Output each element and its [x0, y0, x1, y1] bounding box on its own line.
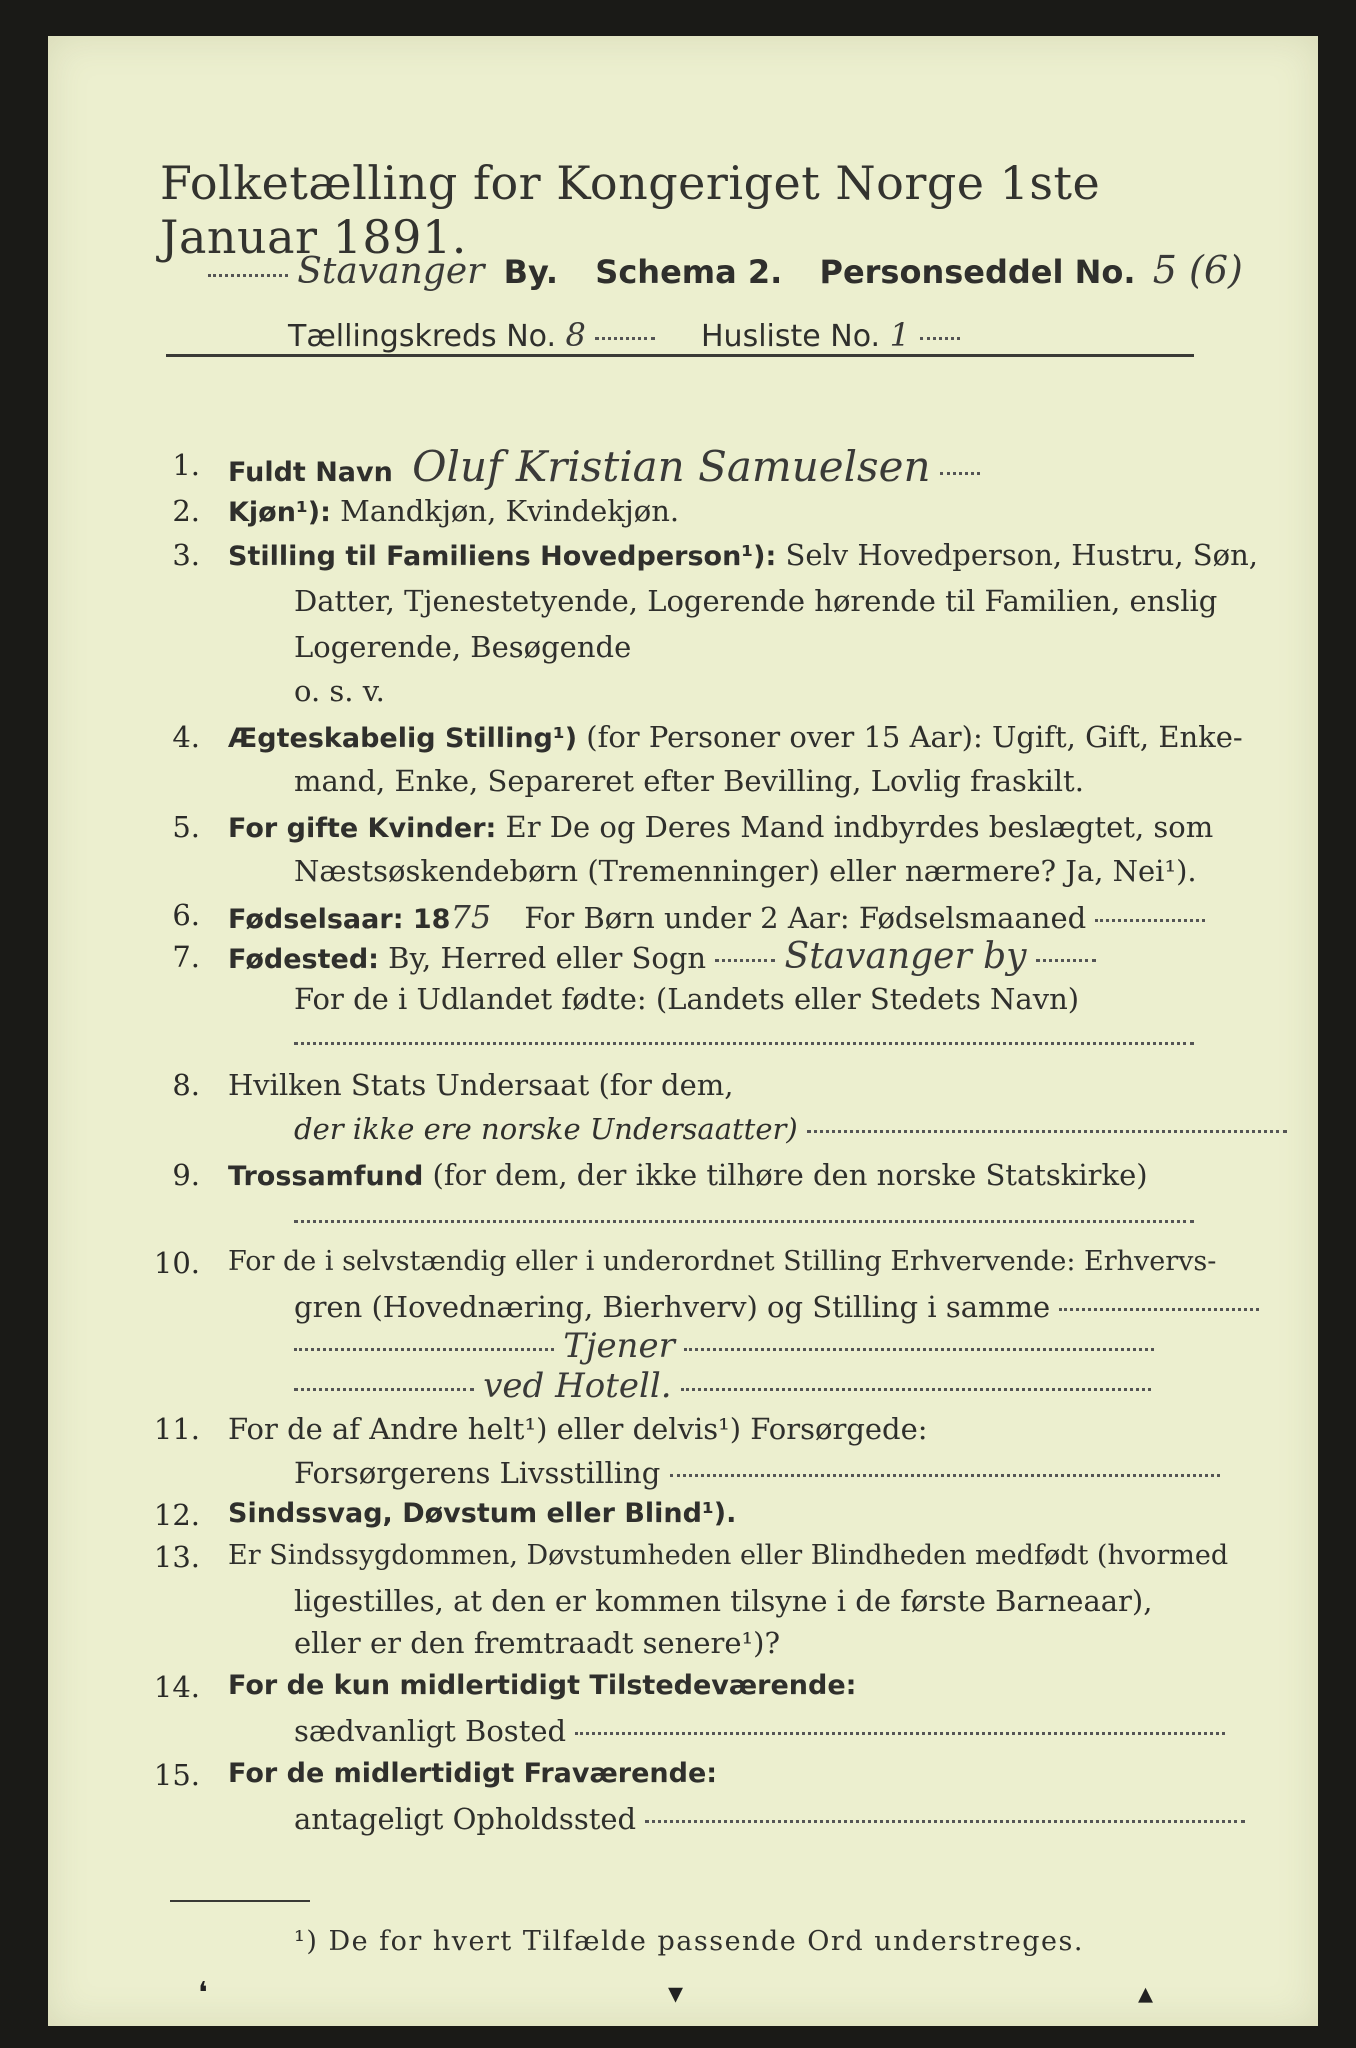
- item-number: 13.: [153, 1540, 200, 1574]
- footnote: ¹) De for hvert Tilfælde passende Ord understreges.: [294, 1926, 1084, 1957]
- item-9-religion: [228, 1158, 1148, 1192]
- item-label: Fuldt Navn: [228, 457, 393, 488]
- item-10-occupation: For de i selvstændig eller i underordnet Stilling Erhvervende: Erhvervs-: [228, 1246, 1217, 1277]
- corner-mark-icon: ❛: [198, 1976, 208, 2011]
- item-number: 6.: [172, 898, 200, 932]
- item-6-birth-year: [228, 898, 1205, 936]
- item-text-cont: mand, Enke, Separeret efter Bevilling, Lovlig fraskilt.: [294, 764, 1084, 798]
- item-15-cont: [294, 1802, 1245, 1836]
- dotted-leader: [670, 1473, 1220, 1477]
- dotted-leader: [294, 1347, 554, 1351]
- item-5-married-women: [228, 810, 1213, 844]
- dotted-leader: [920, 336, 960, 340]
- dotted-leader: [575, 1731, 1225, 1735]
- dotted-leader: [294, 1219, 1194, 1223]
- item-number: 12.: [153, 1498, 200, 1532]
- item-1-full-name: [228, 442, 980, 491]
- item-number: 8.: [172, 1068, 200, 1102]
- dotted-leader: [1036, 958, 1096, 962]
- center-mark-icon: ▾: [668, 1976, 684, 2011]
- item-number: 1.: [172, 448, 200, 482]
- item-7-birthplace: [228, 936, 1096, 977]
- city-handwritten: Stavanger: [297, 251, 485, 292]
- birthplace-handwritten: Stavanger by: [784, 936, 1027, 977]
- occupation-answer-2: [294, 1366, 1151, 1406]
- item-11-supported: For de af Andre helt¹) eller delvis¹) Forsørgede:: [228, 1412, 928, 1446]
- item-text-cont: Forsørgerens Livsstilling: [294, 1456, 661, 1490]
- item-label: For gifte Kvinder:: [228, 813, 497, 844]
- occupation-handwritten-2: ved Hotell.: [483, 1366, 672, 1406]
- item-13-congenital: Er Sindssygdommen, Døvstumheden eller Blindheden medfødt (hvormed: [228, 1540, 1229, 1571]
- personseddel-label: Personseddel No.: [819, 253, 1136, 291]
- item-14-cont: [294, 1714, 1225, 1748]
- item-label: Stilling til Familiens Hovedperson¹):: [228, 541, 777, 572]
- census-form-paper: [48, 36, 1318, 2026]
- item-text: For Børn under 2 Aar: Fødselsmaaned: [524, 901, 1087, 935]
- dotted-leader: [1059, 1307, 1259, 1311]
- dotted-leader: [294, 1387, 474, 1391]
- item-text-cont: antageligt Opholdssted: [294, 1802, 637, 1836]
- dotted-leader: [294, 1041, 1194, 1045]
- item-14-temporary-present: For de kun midlertidigt Tilstedeværende:: [228, 1670, 857, 1701]
- schema-label: Schema 2.: [595, 253, 783, 291]
- husliste-label: Husliste No.: [701, 319, 881, 354]
- dotted-leader: [807, 1129, 1287, 1133]
- kreds-label: Tællingskreds No.: [288, 319, 556, 354]
- item-text: (for Personer over 15 Aar): Ugift, Gift, Enke-: [586, 720, 1243, 754]
- item-4-marital: [228, 720, 1243, 754]
- kreds-number: 8: [565, 316, 586, 354]
- item-text-cont: Næstsøskendebørn (Tremenninger) eller nærmere? Ja, Nei¹).: [294, 854, 1197, 888]
- item-text: By, Herred eller Sogn: [388, 941, 707, 975]
- item-text: (for dem, der ikke tilhøre den norske Statskirke): [432, 1158, 1148, 1192]
- husliste-number: 1: [889, 316, 910, 354]
- item-text-cont: Logerende, Besøgende: [294, 630, 632, 664]
- item-number: 2.: [172, 494, 200, 528]
- footnote-rule: [170, 1900, 310, 1902]
- item-11-cont: [294, 1456, 1220, 1490]
- dotted-leader: [715, 958, 775, 962]
- header-kreds-line: [288, 316, 960, 354]
- item-15-temporary-absent: For de midlertidigt Fraværende:: [228, 1758, 718, 1789]
- answer-line: [294, 1024, 1194, 1058]
- item-text: Er De og Deres Mand indbyrdes beslægtet, som: [505, 810, 1214, 844]
- item-text-cont: sædvanligt Bosted: [294, 1714, 567, 1748]
- by-label: By.: [503, 253, 559, 291]
- dotted-leader: [684, 1347, 1154, 1351]
- item-number: 9.: [172, 1158, 200, 1192]
- occupation-handwritten: Tjener: [563, 1326, 675, 1366]
- page-title: Folketælling for Kongeriget Norge 1ste Januar 1891.: [160, 156, 1101, 264]
- item-text-cont: gren (Hovednæring, Bierhverv) og Stilling i samme: [294, 1290, 1051, 1324]
- item-number: 7.: [172, 940, 200, 974]
- item-label: Fødested:: [228, 944, 379, 975]
- item-number: 10.: [153, 1246, 200, 1280]
- item-10-cont: [294, 1290, 1259, 1324]
- dotted-leader: [1095, 918, 1205, 922]
- dotted-leader: [208, 273, 288, 277]
- answer-line: [294, 1202, 1194, 1236]
- item-number: 5.: [172, 810, 200, 844]
- item-number: 11.: [153, 1412, 200, 1446]
- name-handwritten: Oluf Kristian Samuelsen: [412, 442, 931, 491]
- item-text-cont: eller er den fremtraadt senere¹)?: [294, 1626, 781, 1660]
- item-12-disability: Sindssvag, Døvstum eller Blind¹).: [228, 1498, 737, 1529]
- corner-mark-icon: ▴: [1138, 1976, 1154, 2011]
- item-number: 15.: [153, 1758, 200, 1792]
- item-text-cont: For de i Udlandet fødte: (Landets eller Stedets Navn): [294, 982, 1080, 1016]
- item-8-cont: [294, 1112, 1287, 1146]
- item-number: 14.: [153, 1670, 200, 1704]
- item-8-citizenship: Hvilken Stats Undersaat (for dem,: [228, 1068, 734, 1102]
- dotted-leader: [940, 471, 980, 475]
- header-rule: [166, 354, 1194, 357]
- dotted-leader: [681, 1387, 1151, 1391]
- item-text-cont: Datter, Tjenestetyende, Logerende hørende til Familien, enslig: [294, 584, 1218, 618]
- item-text-cont: o. s. v.: [294, 674, 385, 708]
- item-number: 4.: [172, 720, 200, 754]
- item-text-cont: ligestilles, at den er kommen tilsyne i de første Barneaar),: [294, 1584, 1153, 1618]
- item-text: Mandkjøn, Kvindekjøn.: [340, 494, 680, 528]
- item-label: Fødselsaar: 18: [228, 904, 451, 935]
- header-city-line: [208, 248, 1243, 292]
- item-label: Ægteskabelig Stilling¹): [228, 723, 578, 754]
- personseddel-number: 5 (6): [1152, 248, 1243, 292]
- item-text: Selv Hovedperson, Hustru, Søn,: [785, 538, 1259, 572]
- birth-year-handwritten: 75: [450, 898, 492, 936]
- item-label: Trossamfund: [228, 1161, 424, 1192]
- item-text-cont: der ikke ere norske Undersaatter): [294, 1112, 798, 1146]
- dotted-leader: [645, 1819, 1245, 1823]
- item-label: Kjøn¹):: [228, 497, 331, 528]
- item-number: 3.: [172, 538, 200, 572]
- dotted-leader: [595, 336, 655, 340]
- item-2-gender: [228, 494, 679, 528]
- item-3-position: [228, 538, 1258, 572]
- occupation-answer-1: [294, 1326, 1154, 1366]
